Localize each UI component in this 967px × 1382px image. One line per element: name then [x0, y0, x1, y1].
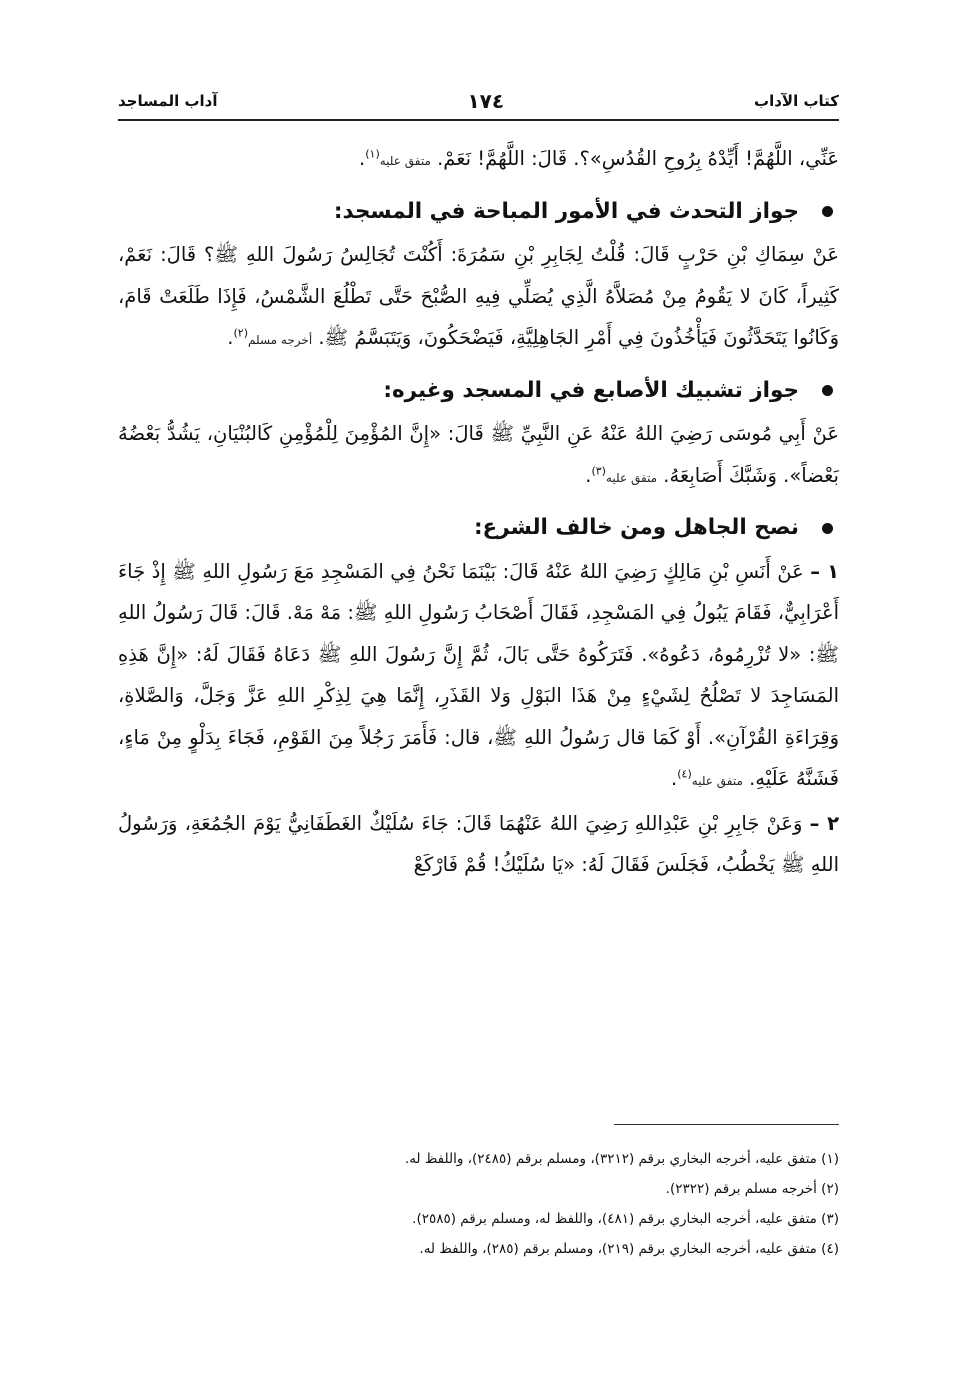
continued-paragraph: عَنِّي، اللَّهُمَّ! أَيِّدْهُ بِرُوحِ القُدُسِ»؟. قَالَ: اللَّهُمَّ! نَعَمْ. متفق عليه$^{(١)}$.	[359, 147, 839, 170]
running-header	[118, 86, 839, 116]
source-note: متفق عليه	[379, 154, 431, 168]
item-number: ١ –	[810, 559, 839, 583]
footnote-ref: (٣)	[591, 464, 606, 477]
main-text	[118, 138, 839, 886]
footnotes	[118, 1144, 839, 1264]
bullet-icon	[822, 523, 833, 534]
section-heading-text: جواز التحدث في الأمور المباحة في المسجد:	[333, 198, 799, 224]
paragraph-text: عَنْ أَبِي مُوسَى رَضِيَ اللهُ عَنْهُ عَنِ النَّبِيِّ ﷺ قَالَ: «إِنَّ المُؤْمِنَ لِلْمُؤْمِنِ كَالبُنْيَانِ، يَشُدُّ بَعْضُهُ بَعْضاً». وَشَبَّكَ أَصَابِعَهُ.	[118, 422, 839, 487]
source-note: أخرجه مسلم	[248, 333, 313, 347]
section-heading-text: جواز تشبيك الأصابع في المسجد وغيره:	[383, 377, 799, 403]
footnote-item: (١) متفق عليه، أخرجه البخاري برقم (٣٢١٢)، ومسلم برقم (٢٤٨٥)، واللفظ له.	[404, 1151, 839, 1167]
bullet-icon	[822, 206, 833, 217]
section-heading-text: نصح الجاهل ومن خالف الشرع:	[473, 515, 799, 540]
footnote-ref: (٢)	[233, 326, 249, 340]
chapter-title: آداب المساجد	[118, 92, 218, 110]
numbered-hadith: ١ – عَنْ أَنَسِ بْنِ مَالِكٍ رَضِيَ اللهُ عَنْهُ قَالَ: بَيْنَمَا نَحْنُ فِي المَسْجِدِ مَعَ رَسُولِ اللهِ ﷺ إِذْ جَاءَ أَعْرَابِيٌّ، فَقَامَ يَبُولُ فِي المَسْجِدِ، فَقَالَ أَصْحَابُ رَسُولِ اللهِ ﷺ: مَهْ مَهْ. قَالَ: قَالَ رَسُولُ اللهِ ﷺ: «لا تُزْرِمُوهُ، دَعُوهُ». فَتَرَكُوهُ حَتَّى بَالَ، ثُمَّ إِنَّ رَسُولَ اللهِ ﷺ دَعَاهُ فَقَالَ لَهُ: «إِنَّ هَذِهِ المَسَاجِدَ لا تَصْلُحُ لِشَيْءٍ مِنْ هَذَا البَوْلِ وَلا القَذَرِ، إِنَّمَا هِيَ لِذِكْرِ اللهِ عَزَّ وَجَلَّ، وَالصَّلاةِ، وَقِرَاءَةِ القُرْآنِ». أَوْ كَمَا قال رَسُولُ اللهِ ﷺ، قال: فَأَمَرَ رَجُلاً مِنَ القَوْمِ، فَجَاءَ بِدَلْوٍ مِنْ مَاءٍ، فَشَنَّهُ عَلَيْهِ. متفق عليه$^{(٤)}$.	[118, 559, 839, 790]
item-number: ٢ –	[809, 811, 839, 835]
section-heading	[118, 191, 839, 233]
bullet-icon	[822, 385, 833, 396]
footnote-item: (٤) متفق عليه، أخرجه البخاري برقم (٢١٩)، ومسلم برقم (٢٨٥)، واللفظ له.	[419, 1241, 839, 1257]
section-heading	[118, 507, 839, 549]
numbered-hadith	[118, 803, 839, 886]
source-note: متفق عليه	[691, 774, 743, 788]
footnote-ref: (١)	[365, 147, 380, 161]
header-divider	[118, 119, 839, 121]
page-number: ١٧٤	[467, 89, 505, 113]
paragraph-text: عَنْ أَنَسِ بْنِ مَالِكٍ رَضِيَ اللهُ عَنْهُ قَالَ: بَيْنَمَا نَحْنُ فِي المَسْجِدِ مَعَ رَسُولِ اللهِ ﷺ إِذْ جَاءَ أَعْرَابِيٌّ، فَقَامَ يَبُولُ فِي المَسْجِدِ، فَقَالَ أَصْحَابُ رَسُولِ اللهِ ﷺ: مَهْ مَهْ. قَالَ: قَالَ رَسُولُ اللهِ ﷺ: «لا تُزْرِمُوهُ، دَعُوهُ». فَتَرَكُوهُ حَتَّى بَالَ، ثُمَّ إِنَّ رَسُولَ اللهِ ﷺ دَعَاهُ فَقَالَ لَهُ: «إِنَّ هَذِهِ المَسَاجِدَ لا تَصْلُحُ لِشَيْءٍ مِنْ هَذَا البَوْلِ وَلا القَذَرِ، إِنَّمَا هِيَ لِذِكْرِ اللهِ عَزَّ وَجَلَّ، وَالصَّلاةِ، وَقِرَاءَةِ القُرْآنِ». أَوْ كَمَا قال رَسُولُ اللهِ ﷺ، قال: فَأَمَرَ رَجُلاً مِنَ القَوْمِ، فَجَاءَ بِدَلْوٍ مِنْ مَاءٍ، فَشَنَّهُ عَلَيْهِ.	[118, 559, 839, 790]
source-note: متفق عليه	[605, 470, 658, 485]
footnote-divider	[614, 1124, 839, 1125]
section-heading	[118, 370, 839, 412]
paragraph-text: عَنْ سِمَاكِ بْنِ حَرْبٍ قَالَ: قُلْتُ لِجَابِرِ بْنِ سَمُرَةَ: أَكُنْتَ تُجَالِسُ رَسُولَ اللهِ ﷺ؟ قَالَ: نَعَمْ، كَثِيراً، كَانَ لا يَقُومُ مِنْ مُصَلاَّهُ الَّذِي يُصَلِّي فِيهِ الصُّبْحَ حَتَّى تَطْلُعَ الشَّمْسُ، فَإِذَا طَلَعَتْ قَامَ، وَكَانُوا يَتَحَدَّثُونَ فَيَأْخُذُونَ فِي أَمْرِ الجَاهِلِيَّةِ، فَيَضْحَكُونَ، وَيَتَبَسَّمُ ﷺ.	[118, 243, 839, 349]
paragraph-text: عَنِّي، اللَّهُمَّ! أَيِّدْهُ بِرُوحِ القُدُسِ»؟. قَالَ: اللَّهُمَّ! نَعَمْ.	[437, 147, 839, 170]
paragraph-text: وَعَنْ جَابِرِ بْنِ عَبْدِاللهِ رَضِيَ اللهُ عَنْهُمَا قَالَ: جَاءَ سُلَيْكٌ الغَطَفَانِيُّ يَوْمَ الجُمُعَةِ، وَرَسُولُ اللهِ ﷺ يَخْطُبُ، فَجَلَسَ فَقَالَ لَهُ: «يَا سُلَيْكُ! قُمْ فَارْكَعْ	[118, 811, 839, 876]
hadith-paragraph: عَنْ سِمَاكِ بْنِ حَرْبٍ قَالَ: قُلْتُ لِجَابِرِ بْنِ سَمُرَةَ: أَكُنْتَ تُجَالِسُ رَسُولَ اللهِ ﷺ؟ قَالَ: نَعَمْ، كَثِيراً، كَانَ لا يَقُومُ مِنْ مُصَلاَّهُ الَّذِي يُصَلِّي فِيهِ الصُّبْحَ حَتَّى تَطْلُعَ الشَّمْسُ، فَإِذَا طَلَعَتْ قَامَ، وَكَانُوا يَتَحَدَّثُونَ فَيَأْخُذُونَ فِي أَمْرِ الجَاهِلِيَّةِ، فَيَضْحَكُونَ، وَيَتَبَسَّمُ ﷺ. أخرجه مسلم$^{(٢)}$.	[118, 243, 839, 349]
footnote-ref: (٤)	[677, 767, 692, 781]
footnote-item: (٢) أخرجه مسلم برقم (٢٣٢٢).	[665, 1181, 839, 1197]
book-title: كتاب الآداب	[754, 92, 839, 110]
hadith-paragraph: عَنْ أَبِي مُوسَى رَضِيَ اللهُ عَنْهُ عَنِ النَّبِيِّ ﷺ قَالَ: «إِنَّ المُؤْمِنَ لِلْمُؤْمِنِ كَالبُنْيَانِ، يَشُدُّ بَعْضُهُ بَعْضاً». وَشَبَّكَ أَصَابِعَهُ. متفق عليه$^{(٣)}$.	[118, 422, 839, 487]
footnote-item: (٣) متفق عليه، أخرجه البخاري برقم (٤٨١)، واللفظ له، ومسلم برقم (٢٥٨٥).	[412, 1211, 839, 1227]
